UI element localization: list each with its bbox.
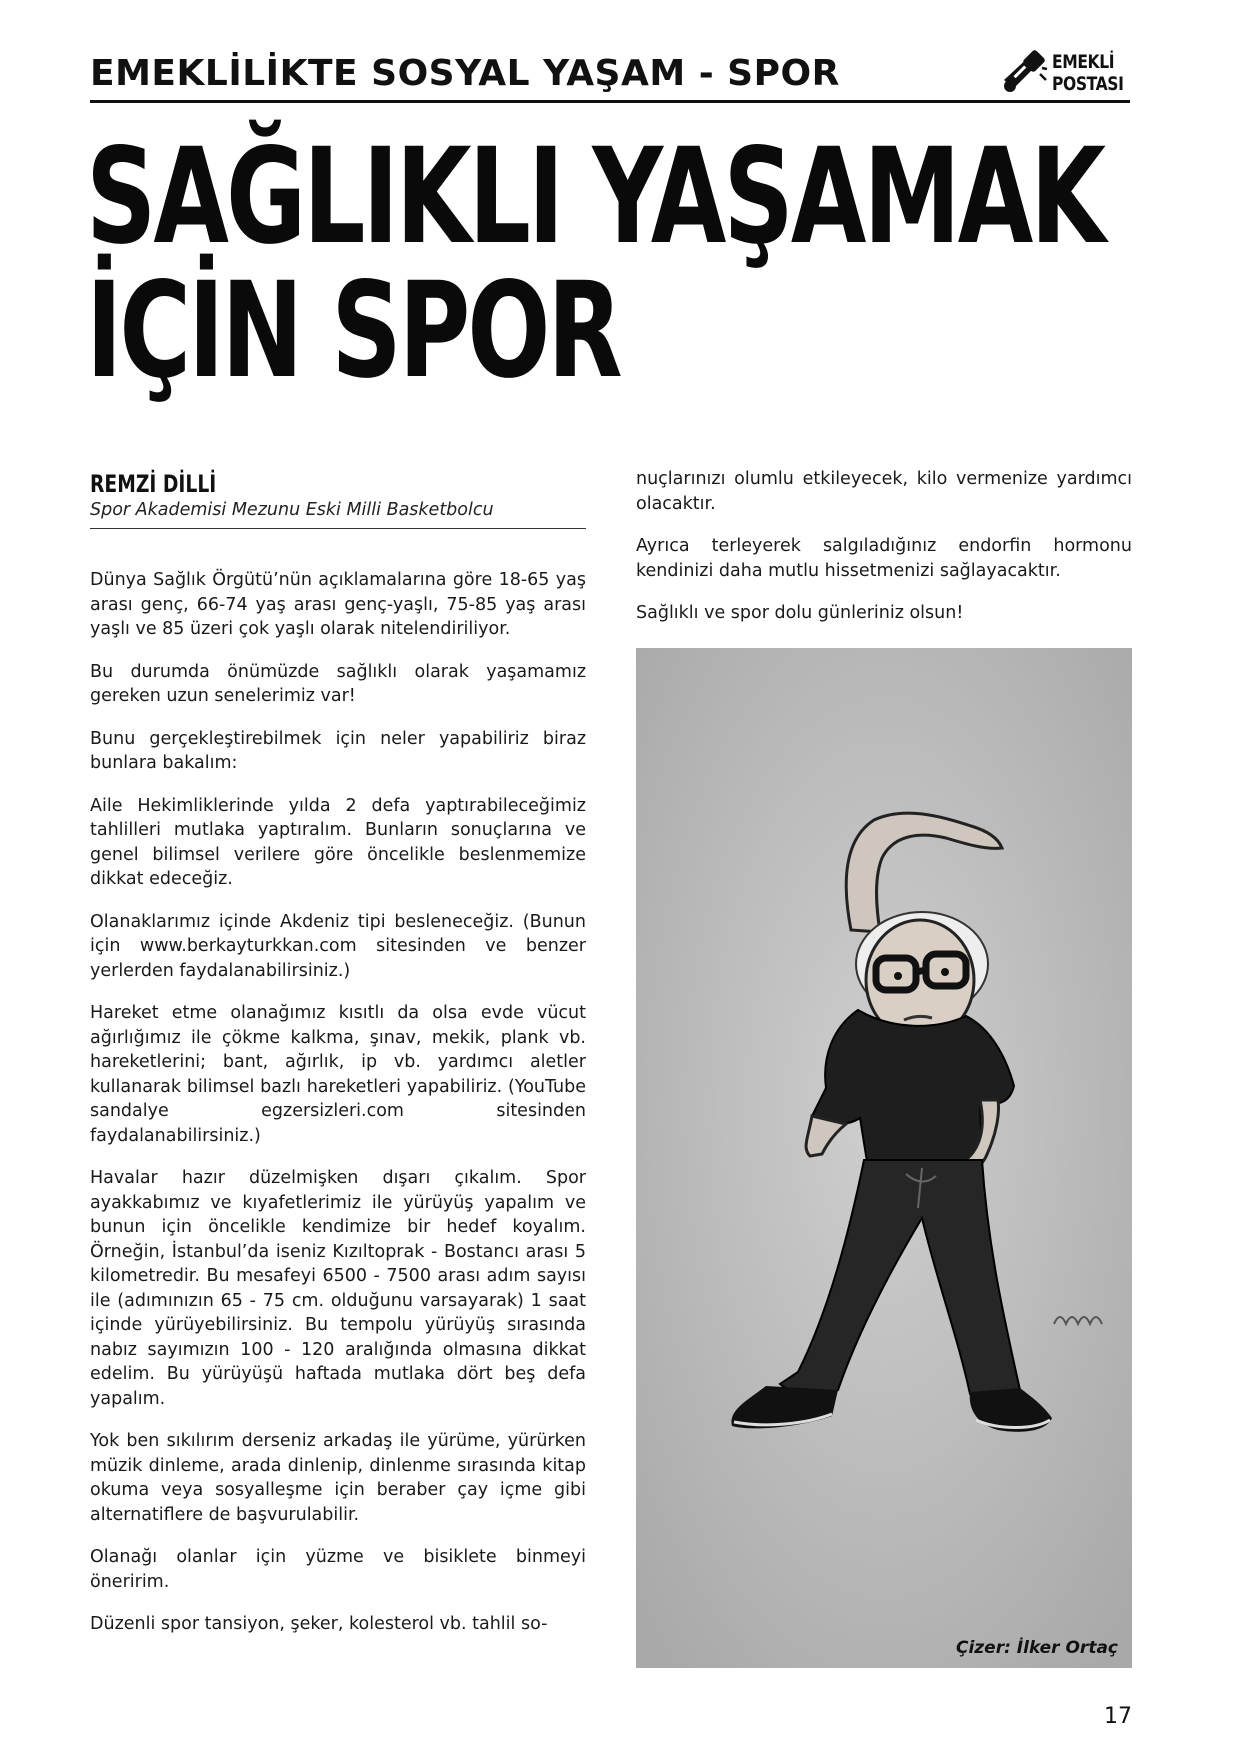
author-name: REMZİ DİLLİ [90,470,217,498]
paragraph: Havalar hazır düzelmişken dışarı çıkalım. Spor ayakkabımız ve kıyafetlerimiz ile yürüyüş yapalım ve bunun için öncelikle kendimize bir hedef koyalım. Örneğin, İstanbul’da iseniz Kızıltoprak - Bostancı arası 5 kilometredir. Bu mesafeyi 6500 - 7500 arası adım sayısı ile (adımınızın 65 - 75 cm. olduğunu varsayarak) 1 saat içinde yürüyebilirsiniz. Bu tempolu yürüyüş sırasında nabız sayımızın 100 - 120 aralığında olmasına dikkat edelim. Bu yürüyüşü haftada mutlaka dört beş defa yapalım. [90,1168,586,1409]
article-column-left [90,568,586,1655]
author-title: Spor Akademisi Mezunu Eski Milli Basketbolcu [90,500,494,520]
paragraph: nuçlarınızı olumlu etkileyecek, kilo vermenize yardımcı olacaktır. [636,469,1132,514]
article-column-right [636,467,1132,644]
logo-line-2: POSTASI [1052,73,1124,95]
paragraph: Olanağı olanlar için yüzme ve bisiklete binmeyi öneririm. [90,1547,586,1592]
illustration [636,648,1132,1668]
paragraph: Ayrıca terleyerek salgıladığınız endorfin hormonu kendinizi daha mutlu hissetmenizi sağlayacaktır. [636,536,1132,581]
section-header [90,52,1130,103]
paragraph: Bunu gerçekleştirebilmek için neler yapabiliriz biraz bunlara bakalım: [90,728,586,773]
article-headline [86,120,1104,408]
stretching-man-illustration [636,648,1132,1668]
paragraph: Yok ben sıkılırım derseniz arkadaş ile yürüme, yürürken müzik dinleme, arada dinlenip, dinlenme sırasında kitap okuma veya sosyalleşme için beraber çay içme gibi alternatiflere de başvurulabilir. [90,1431,586,1525]
paragraph: Dünya Sağlık Örgütü’nün açıklamalarına göre 18-65 yaş arası genç, 66-74 yaş arası genç-yaşlı, 75-85 yaş arası yaşlı ve 85 üzeri çok yaşlı olarak nitelendiriliyor. [90,570,586,639]
logo-line-1: EMEKLİ [1052,51,1115,73]
page-number: 17 [1104,1704,1132,1729]
paragraph: Düzenli spor tansiyon, şeker, kolesterol vb. tahlil so- [90,1614,548,1634]
section-title: EMEKLİLİKTE SOSYAL YAŞAM - SPOR [90,53,840,94]
megaphone-fist-icon [1000,50,1048,94]
paragraph: Sağlıklı ve spor dolu günleriniz olsun! [636,603,964,623]
paragraph: Aile Hekimliklerinde yılda 2 defa yaptırabileceğimiz tahlilleri mutlaka yaptıralım. Bunların sonuçlarına ve genel bilimsel verilere göre öncelikle beslenmemize dikkat edeceğiz. [90,795,586,889]
byline [90,470,586,529]
paragraph: Hareket etme olanağımız kısıtlı da olsa evde vücut ağırlığımız ile çökme kalkma, şınav, mekik, plank vb. hareketlerini; bant, ağırlık, ip vb. yardımcı aletler kullanarak bilimsel bazlı hareketleri yapabiliriz. (YouTube sandalye egzersizleri.com sitesinden faydalanabilirsiniz.) [90,1003,586,1146]
headline-line-2: İÇİN SPOR [86,254,620,408]
headline-line-1: SAĞLIKLI YAŞAMAK [86,120,1104,274]
illustration-credit: Çizer: İlker Ortaç [955,1638,1118,1658]
paragraph: Olanaklarımız içinde Akdeniz tipi besleneceğiz. (Bunun için www.berkayturkkan.com sitesinden ve benzer yerlerden faydalanabilirsiniz.) [90,911,586,981]
paragraph: Bu durumda önümüzde sağlıklı olarak yaşamamız gereken uzun senelerimiz var! [90,661,586,706]
publication-logo [1000,46,1130,98]
